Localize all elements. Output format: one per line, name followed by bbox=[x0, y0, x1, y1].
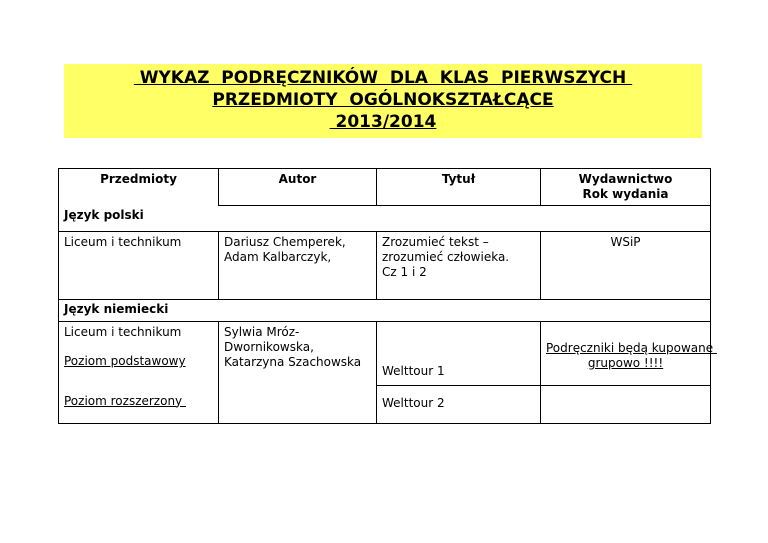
german-level-extended: Poziom rozszerzony bbox=[64, 393, 186, 408]
banner-line-2: PRZEDMIOTY OGÓLNOKSZTAŁCĄCE bbox=[212, 90, 554, 110]
german-school: Liceum i technikum bbox=[64, 325, 182, 339]
header-title: Tytuł bbox=[377, 169, 541, 206]
polish-author-line1: Dariusz Chemperek, bbox=[224, 235, 346, 249]
section-polish: Język polski bbox=[59, 206, 711, 232]
polish-author-line2: Adam Kalbarczyk, bbox=[224, 250, 332, 264]
header-publisher-line2: Rok wydania bbox=[582, 187, 669, 201]
polish-school: Liceum i technikum bbox=[59, 232, 219, 300]
header-publisher-line1: Wydawnictwo bbox=[578, 172, 673, 186]
banner-line-3: 2013/2014 bbox=[329, 112, 437, 132]
german-level-basic: Poziom podstawowy bbox=[64, 354, 186, 368]
polish-title-line1: Zrozumieć tekst – bbox=[382, 235, 489, 249]
german-school-basic bbox=[59, 322, 219, 386]
table-row-german-basic bbox=[59, 322, 711, 386]
german-note-line1: Podręczniki będą kupowane bbox=[546, 341, 717, 355]
german-author-line3: Katarzyna Szachowska bbox=[224, 355, 362, 369]
german-note-line2: grupowo !!!! bbox=[587, 356, 664, 370]
header-publisher bbox=[541, 169, 711, 206]
section-german: Język niemiecki bbox=[59, 300, 711, 322]
german-school-extended bbox=[59, 386, 219, 424]
banner-line-1: WYKAZ PODRĘCZNIKÓW DLA KLAS PIERWSZYCH bbox=[133, 68, 633, 88]
table-row-german-extended bbox=[59, 386, 711, 424]
header-author: Autor bbox=[219, 169, 377, 206]
textbook-table bbox=[58, 168, 717, 424]
german-author-line2: Dwornikowska, bbox=[224, 340, 314, 354]
german-note-extended-empty bbox=[541, 386, 711, 424]
german-title-extended: Welttour 2 bbox=[377, 386, 541, 424]
polish-publisher: WSiP bbox=[541, 232, 711, 300]
german-author bbox=[219, 322, 377, 424]
title-banner bbox=[64, 64, 702, 138]
polish-title-line3: Cz 1 i 2 bbox=[382, 265, 427, 279]
german-author-line1: Sylwia Mróz- bbox=[224, 325, 300, 339]
section-row-german bbox=[59, 300, 711, 322]
polish-author bbox=[219, 232, 377, 300]
polish-title-line2: zrozumieć człowieka. bbox=[382, 250, 510, 264]
header-subjects: Przedmioty bbox=[59, 169, 219, 206]
header-row bbox=[59, 169, 711, 206]
section-row-polish bbox=[59, 206, 711, 232]
polish-title bbox=[377, 232, 541, 300]
german-note bbox=[541, 322, 717, 386]
german-title-basic: Welttour 1 bbox=[377, 322, 541, 386]
table-row-polish bbox=[59, 232, 711, 300]
